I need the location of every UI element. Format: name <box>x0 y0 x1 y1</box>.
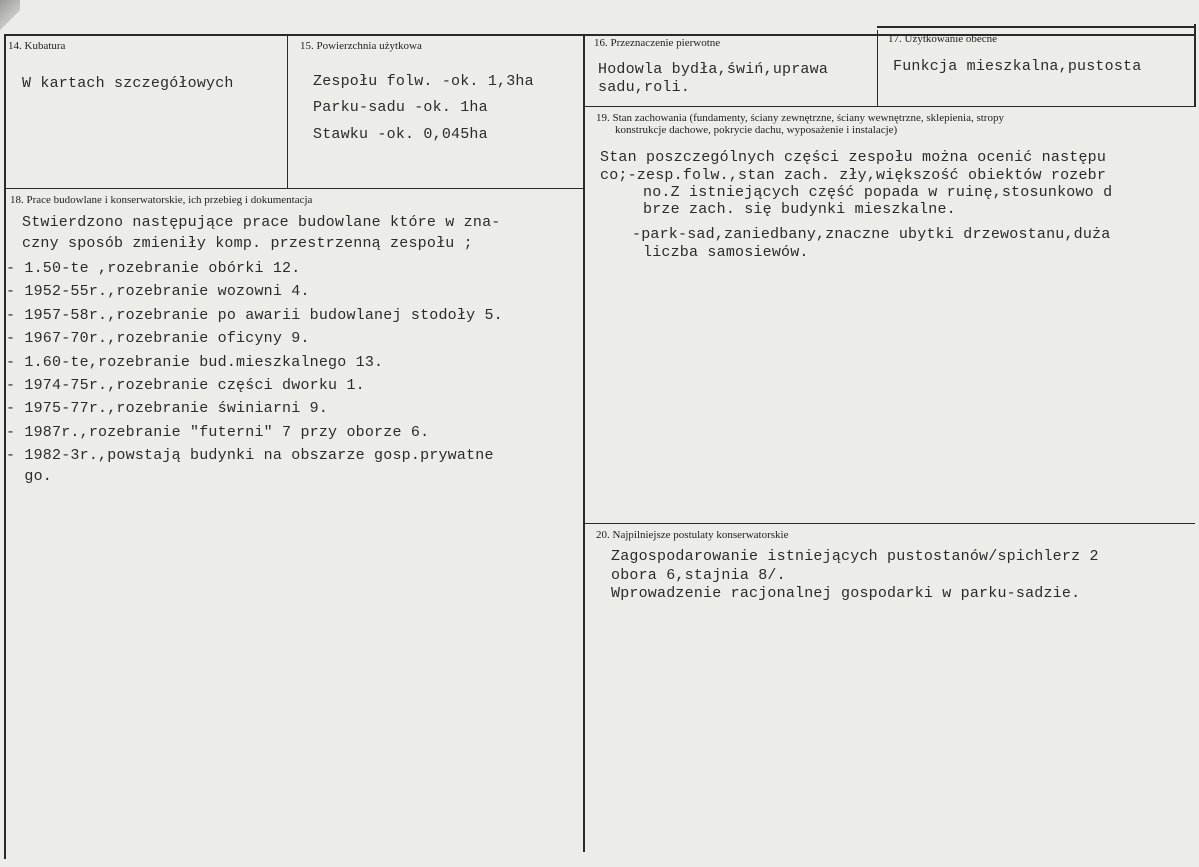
list-item: - 1967-70r.,rozebranie oficyny 9. <box>6 330 310 348</box>
field-17-value: Funkcja mieszkalna,pustosta <box>893 58 1142 75</box>
divider-16-17 <box>877 30 878 107</box>
field-19-label-1: 19. Stan zachowania (fundamenty, ściany zewnętrzne, ściany wewnętrzne, sklepienia, stropy <box>596 112 1004 124</box>
field-18-label: 18. Prace budowlane i konserwatorskie, ich przebieg i dokumentacja <box>10 194 313 206</box>
field-19-p1-line-2: co;-zesp.folw.,stan zach. zły,większość obiektów rozebr <box>600 167 1107 184</box>
list-item: - 1.50-te ,rozebranie obórki 12. <box>6 260 301 277</box>
field-19-p2-line-1: -park-sad,zaniedbany,znaczne ubytki drzewostanu,duża <box>632 226 1111 243</box>
field-15-label: 15. Powierzchnia użytkowa <box>300 40 422 52</box>
field-15-line-2: Parku-sadu -ok. 1ha <box>313 99 488 116</box>
field-20-line-3: Wprowadzenie racjonalnej gospodarki w parku-sadzie. <box>611 585 1081 602</box>
field-19-p2-line-2: liczba samosiewów. <box>643 244 809 261</box>
top-rule-17 <box>877 26 1195 28</box>
field-20-line-1: Zagospodarowanie istniejących pustostanów/spichlerz 2 <box>611 548 1099 565</box>
list-item: - 1.60-te,rozebranie bud.mieszkalnego 13. <box>6 353 384 371</box>
field-18-intro-2: czny sposób zmieniły komp. przestrzenną zespołu ; <box>22 235 473 252</box>
center-divider <box>583 36 585 852</box>
divider-14-15 <box>287 36 288 188</box>
field-18-list <box>6 257 503 486</box>
list-item: - 1975-77r.,rozebranie świniarni 9. <box>6 400 329 418</box>
field-14-value: W kartach szczegółowych <box>22 75 234 92</box>
field-16-label: 16. Przeznaczenie pierwotne <box>594 37 721 49</box>
field-20-line-2: obora 6,stajnia 8/. <box>611 567 786 584</box>
list-item: - 1987r.,rozebranie "futerni" 7 przy oborze 6. <box>6 423 430 441</box>
card-corner <box>0 0 20 30</box>
list-item: - 1952-55r.,rozebranie wozowni 4. <box>6 283 310 301</box>
field-14-label: 14. Kubatura <box>8 40 66 52</box>
right-rule <box>1194 24 1196 107</box>
list-item: - 1957-58r.,rozebranie po awarii budowlanej stodoły 5. <box>6 306 503 324</box>
list-item: - 1974-75r.,rozebranie części dworku 1. <box>6 376 365 394</box>
field-19-p1-line-4: brze zach. się budynki mieszkalne. <box>643 201 956 218</box>
field-15-line-1: Zespołu folw. -ok. 1,3ha <box>313 73 534 90</box>
list-item: go. <box>6 467 53 485</box>
field-15-line-3: Stawku -ok. 0,045ha <box>313 126 488 143</box>
field-19-p1-line-3: no.Z istniejących część popada w ruinę,stosunkowo d <box>643 184 1113 201</box>
field-16-line-1: Hodowla bydła,świń,uprawa <box>598 61 829 78</box>
field-18-intro-1: Stwierdzono następujące prace budowlane które w zna- <box>22 214 501 231</box>
top-rule <box>4 34 1195 36</box>
field-16-line-2: sadu,roli. <box>598 79 691 96</box>
rule-above-20 <box>584 523 1195 524</box>
rule-under-14-15 <box>4 188 584 189</box>
rule-under-16-17 <box>584 106 1195 107</box>
field-19-p1-line-1: Stan poszczególnych części zespołu można ocenić następu <box>600 149 1107 166</box>
field-20-label: 20. Najpilniejsze postulaty konserwatorskie <box>596 529 789 541</box>
list-item: - 1982-3r.,powstają budynki na obszarze gosp.prywatne <box>6 447 494 465</box>
field-17-label: 17. Użytkowanie obecne <box>888 33 998 45</box>
field-19-label-2: konstrukcje dachowe, pokrycie dachu, wyposażenie i instalacje) <box>615 124 898 136</box>
